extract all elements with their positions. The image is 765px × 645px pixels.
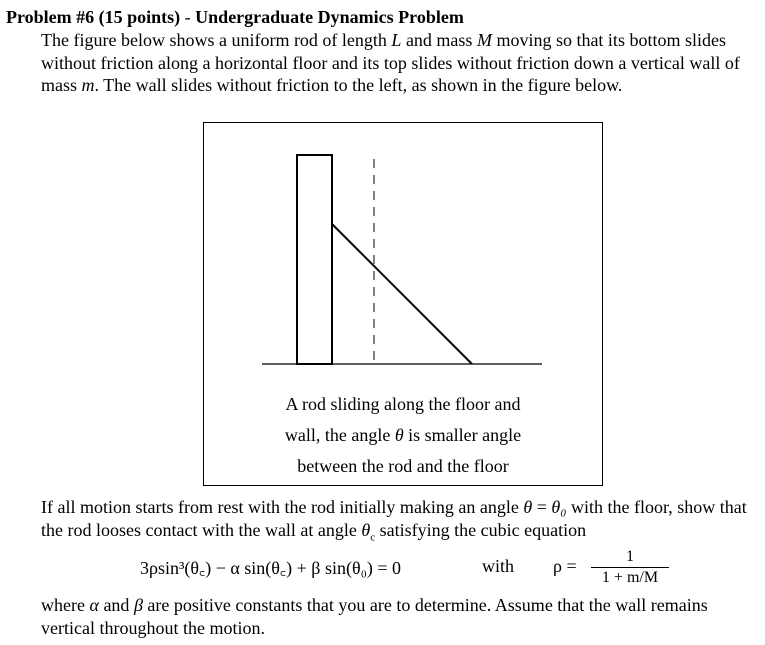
closing-text-a: where <box>41 595 90 615</box>
caption-text-2a: wall, the angle <box>284 425 395 445</box>
question-equals: = <box>532 497 552 517</box>
question-text-c: satisfying the cubic equation <box>375 519 587 540</box>
intro-text-c: moving so that its bottom slides without friction along a horizontal floor and its top slides without friction down a vertical wall of mass <box>41 30 740 95</box>
caption-line-2 <box>204 420 602 451</box>
question-text-b: with the floor, show that the rod looses contact with the wall at angle <box>41 497 747 540</box>
problem-category: Undergraduate Dynamics Problem <box>195 7 464 27</box>
rho-fraction <box>591 548 669 587</box>
symbol-m: m <box>81 75 95 95</box>
closing-text-b: and <box>98 595 134 615</box>
intro-text-b: and mass <box>401 30 477 50</box>
symbol-L: L <box>391 30 402 50</box>
problem-number: Problem #6 (15 points) <box>6 7 181 27</box>
intro-text-a: The figure below shows a uniform rod of length <box>41 30 392 50</box>
title-separator: - <box>180 7 196 27</box>
fraction-numerator: 1 <box>626 548 634 565</box>
equation-with: with <box>482 556 515 576</box>
question-theta0: θ₀ <box>551 497 567 517</box>
problem-intro <box>41 29 761 97</box>
closing-text <box>41 594 761 639</box>
figure-caption <box>204 389 602 482</box>
symbol-M: M <box>476 30 492 50</box>
figure-box <box>203 122 603 486</box>
symbol-beta: β <box>133 595 143 615</box>
equation-rho: ρ = <box>553 556 577 576</box>
equation-lhs: 3ρsin³(θ꜀) − α sin(θ꜀) + β sin(θ₀) = 0 <box>140 558 402 578</box>
caption-text-2b: is smaller angle <box>403 425 522 445</box>
question-theta-c: θ <box>361 519 371 540</box>
intro-text-d: . The wall slides without friction to the left, as shown in the figure below. <box>94 75 623 95</box>
rod <box>332 224 472 364</box>
caption-theta: θ <box>394 425 404 445</box>
caption-line-3: between the rod and the floor <box>297 456 509 476</box>
wall-block <box>297 155 332 364</box>
problem-title <box>6 6 464 28</box>
question-sub-c: c <box>370 531 376 544</box>
closing-text-c: are positive constants that you are to determine. Assume that the wall remains vertical throughout the motion. <box>41 595 708 638</box>
symbol-alpha: α <box>89 595 99 615</box>
fraction-bar <box>591 567 669 568</box>
question-text-a: If all motion starts from rest with the rod initially making an angle <box>41 497 524 517</box>
fraction-denominator: 1 + m/M <box>601 569 659 586</box>
caption-line-1: A rod sliding along the floor and <box>285 394 521 414</box>
question-theta: θ <box>523 497 533 517</box>
question-text <box>41 496 761 549</box>
cubic-equation <box>0 548 765 588</box>
